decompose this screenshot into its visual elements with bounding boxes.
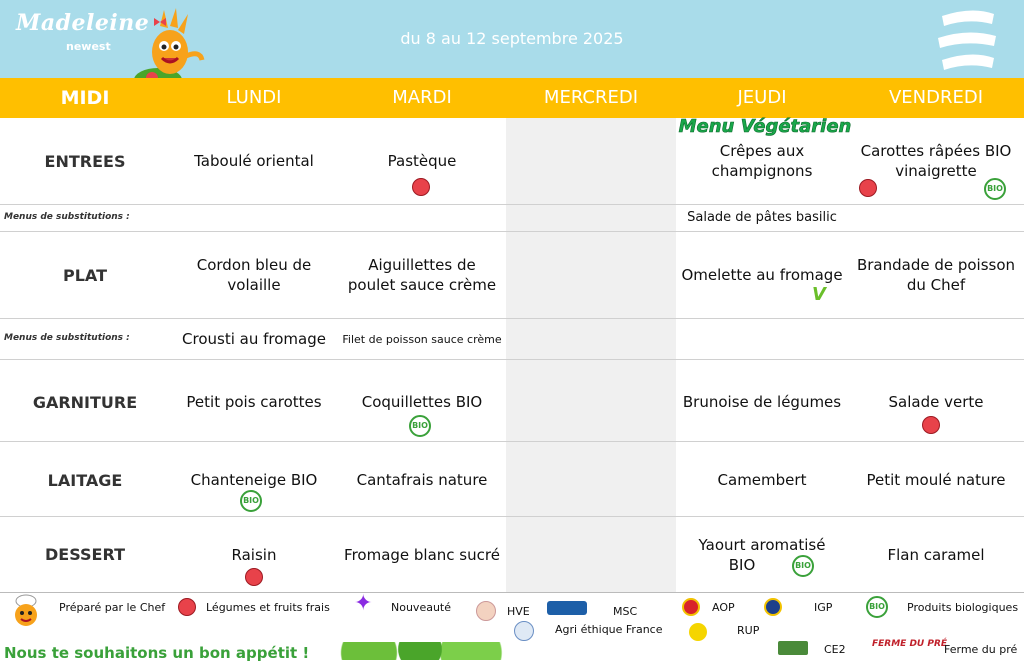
fresh-produce-icon: [178, 598, 196, 616]
day-midi: MIDI: [60, 87, 110, 109]
menu-grid: [0, 118, 1024, 592]
fresh-produce-icon: [245, 568, 263, 586]
substitution-plat-mardi: Filet de poisson sauce crème: [342, 333, 502, 346]
row-divider: [0, 204, 1024, 205]
category-dessert: DESSERT: [45, 545, 125, 564]
garniture-vendredi: Salade verte: [888, 393, 984, 411]
bio-icon: BIO: [240, 490, 262, 512]
bio-icon: BIO: [409, 415, 431, 437]
column-mercredi: [506, 118, 676, 592]
row-divider: [0, 516, 1024, 517]
substitution-label: Menus de substitutions :: [4, 333, 130, 343]
legend-igp: IGP: [814, 601, 833, 614]
category-garniture: GARNITURE: [32, 393, 138, 412]
category-plat: PLAT: [63, 266, 107, 285]
legend-new: Nouveauté: [391, 601, 452, 614]
entree-lundi: Taboulé oriental: [194, 152, 314, 170]
plat-mardi-line1: Aiguillettes de: [368, 256, 476, 274]
row-divider: [0, 441, 1024, 442]
brand-subtitle: newest: [66, 40, 111, 53]
fresh-produce-icon: [859, 179, 877, 197]
rup-icon: [689, 623, 707, 641]
day-vendredi: VENDREDI: [888, 87, 984, 108]
ferme-du-pre-logo: FERME DU PRÉ: [872, 639, 948, 649]
fresh-produce-icon: [412, 178, 430, 196]
msc-icon: [547, 601, 587, 615]
laitage-mardi: Cantafrais nature: [356, 471, 488, 489]
legend-rup: RUP: [737, 624, 760, 637]
laitage-jeudi: Camembert: [717, 471, 807, 489]
new-star-icon: ✦: [354, 591, 373, 616]
plat-vendredi-line2: du Chef: [906, 276, 966, 294]
laitage-lundi: Chanteneige BIO: [190, 471, 318, 489]
row-divider: [0, 359, 1024, 360]
plat-vendredi-line1: Brandade de poisson: [856, 256, 1016, 274]
bon-appetit-message: Nous te souhaitons un bon appétit !: [4, 644, 310, 662]
igp-icon: [764, 598, 782, 616]
garniture-lundi: Petit pois carottes: [186, 393, 322, 411]
date-range: du 8 au 12 septembre 2025: [400, 29, 624, 48]
substitution-plat-lundi: Crousti au fromage: [182, 330, 326, 348]
days-header: [0, 78, 1024, 118]
substitution-label: Menus de substitutions :: [4, 212, 130, 222]
entree-vendredi-line2: vinaigrette: [895, 162, 977, 180]
legend-fresh: Légumes et fruits frais: [206, 601, 330, 614]
day-lundi: LUNDI: [226, 87, 282, 108]
day-jeudi: JEUDI: [737, 87, 787, 108]
row-divider: [0, 231, 1024, 232]
salad-decoration: [335, 642, 505, 660]
legend-agri: Agri éthique France: [555, 623, 663, 636]
dessert-mardi: Fromage blanc sucré: [344, 546, 500, 564]
entree-mardi: Pastèque: [387, 152, 457, 170]
fresh-produce-icon: [922, 416, 940, 434]
dessert-lundi: Raisin: [231, 546, 277, 564]
laitage-vendredi: Petit moulé nature: [866, 471, 1006, 489]
header-bar: [0, 0, 1024, 78]
legend-bio: Produits biologiques: [907, 601, 1019, 614]
legend-hve: HVE: [507, 605, 530, 618]
school-logo-icon: [932, 4, 1002, 76]
brand-logo-text: Madeleine: [16, 10, 150, 36]
legend-ferme: Ferme du pré: [944, 643, 1018, 656]
day-mercredi: MERCREDI: [543, 87, 639, 108]
dessert-vendredi: Flan caramel: [887, 546, 985, 564]
plat-mardi-line2: poulet sauce crème: [347, 276, 497, 294]
bio-icon: BIO: [984, 178, 1006, 200]
plat-lundi-line2: volaille: [227, 276, 281, 294]
garniture-jeudi: Brunoise de légumes: [682, 393, 842, 411]
chef-icon: [6, 593, 46, 633]
ce2-icon: [778, 641, 808, 655]
bio-icon: BIO: [866, 596, 888, 618]
garniture-mardi: Coquillettes BIO: [361, 393, 483, 411]
vegetarian-icon: V: [812, 284, 826, 305]
dessert-jeudi-line2: BIO: [728, 556, 756, 574]
legend-chef: Préparé par le Chef: [59, 601, 166, 614]
day-mardi: MARDI: [392, 87, 452, 108]
substitution-entree-jeudi: Salade de pâtes basilic: [687, 210, 837, 225]
hve-icon: [476, 601, 496, 621]
plat-lundi-line1: Cordon bleu de: [196, 256, 312, 274]
row-divider: [0, 318, 1024, 319]
column-lundi: [170, 118, 338, 592]
aop-icon: [682, 598, 700, 616]
dessert-jeudi-line1: Yaourt aromatisé: [698, 536, 826, 554]
entree-vendredi-line1: Carottes râpées BIO: [860, 142, 1012, 160]
vegetarian-menu-banner: Menu Végétarien: [678, 116, 852, 137]
entree-jeudi-line2: champignons: [711, 162, 813, 180]
legend-ce2: CE2: [824, 643, 846, 656]
agri-ethique-icon: [514, 621, 534, 641]
legend-msc: MSC: [613, 605, 638, 618]
legend-aop: AOP: [712, 601, 735, 614]
bio-icon: BIO: [792, 555, 814, 577]
category-entrees: ENTREES: [44, 152, 126, 171]
plat-jeudi: Omelette au fromage: [681, 266, 843, 284]
category-laitage: LAITAGE: [47, 471, 123, 490]
entree-jeudi-line1: Crêpes aux: [719, 142, 805, 160]
